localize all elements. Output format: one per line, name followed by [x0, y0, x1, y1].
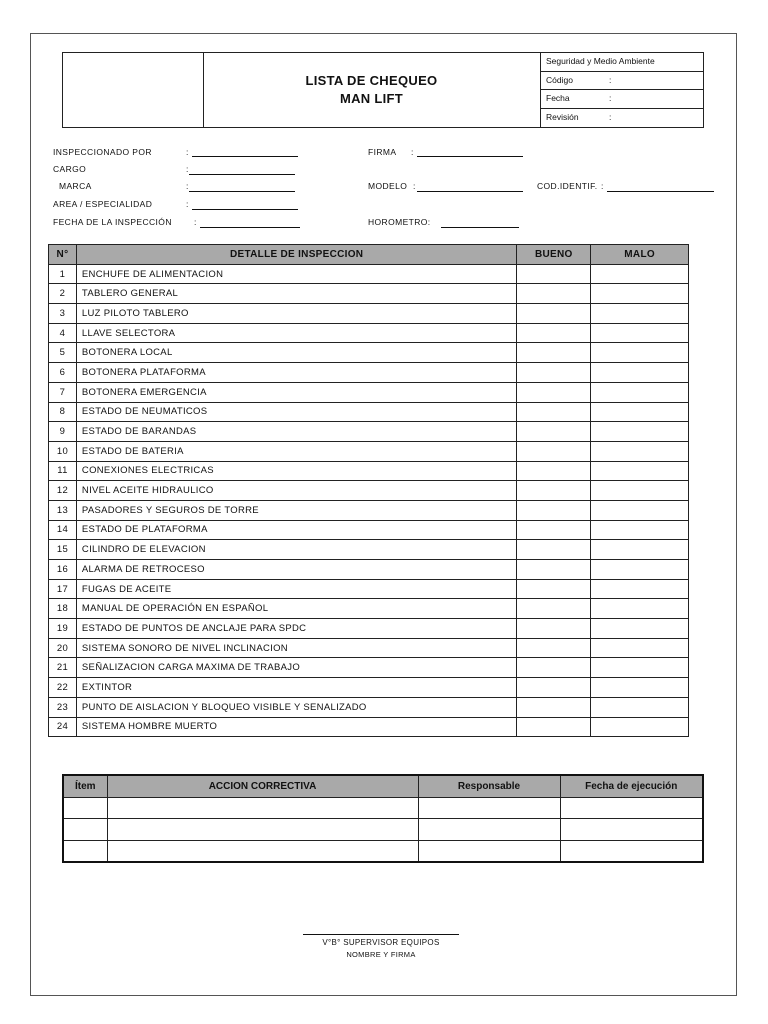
item-number: 19	[49, 619, 77, 639]
item-number: 16	[49, 560, 77, 580]
item-number: 12	[49, 481, 77, 501]
colon: :	[601, 181, 604, 191]
corrective-row	[63, 797, 703, 819]
checklist-row	[49, 599, 689, 619]
meta-row: Seguridad y Medio Ambiente	[541, 53, 704, 72]
signature-subtitle: NOMBRE Y FIRMA	[346, 950, 416, 959]
item-number: 8	[49, 402, 77, 422]
action-cell[interactable]	[107, 840, 418, 862]
checklist-row	[49, 717, 689, 737]
date-cell[interactable]	[560, 797, 703, 819]
bad-checkbox-cell[interactable]	[591, 579, 689, 599]
bad-checkbox-cell[interactable]	[591, 619, 689, 639]
item-description: CILINDRO DE ELEVACION	[76, 540, 516, 560]
item-header: Ítem	[63, 775, 107, 797]
detail-header: DETALLE DE INSPECCION	[76, 245, 516, 265]
item-number: 14	[49, 520, 77, 540]
corrective-action-table	[62, 774, 704, 863]
horometro-label: HOROMETRO:	[368, 217, 431, 227]
item-description: SISTEMA HOMBRE MUERTO	[76, 717, 516, 737]
date-cell[interactable]	[560, 819, 703, 841]
good-checkbox-cell[interactable]	[517, 363, 591, 383]
bad-checkbox-cell[interactable]	[591, 678, 689, 698]
checklist-row	[49, 304, 689, 324]
num-header: N°	[49, 245, 77, 265]
fecha-inspeccion-field[interactable]	[200, 227, 300, 228]
good-checkbox-cell[interactable]	[517, 284, 591, 304]
inspeccionado-por-label: INSPECCIONADO POR	[53, 147, 152, 157]
corrective-row	[63, 819, 703, 841]
bad-checkbox-cell[interactable]	[591, 658, 689, 678]
checklist-row	[49, 343, 689, 363]
date-cell[interactable]	[560, 840, 703, 862]
action-cell[interactable]	[107, 797, 418, 819]
item-number: 13	[49, 500, 77, 520]
item-number: 6	[49, 363, 77, 383]
item-description: PUNTO DE AISLACION Y BLOQUEO VISIBLE Y SENALIZADO	[76, 697, 516, 717]
item-description: FUGAS DE ACEITE	[76, 579, 516, 599]
item-number: 7	[49, 382, 77, 402]
marca-field[interactable]	[189, 191, 295, 192]
action-cell[interactable]	[107, 819, 418, 841]
responsible-cell[interactable]	[418, 819, 560, 841]
checklist-row	[49, 363, 689, 383]
checklist-row	[49, 481, 689, 501]
item-description: BOTONERA PLATAFORMA	[76, 363, 516, 383]
horometro-field[interactable]	[441, 227, 519, 228]
item-number: 10	[49, 441, 77, 461]
good-checkbox-cell[interactable]	[517, 579, 591, 599]
responsible-cell[interactable]	[418, 797, 560, 819]
document-subtitle: MAN LIFT	[339, 91, 404, 106]
area-label: AREA / ESPECIALIDAD	[53, 199, 153, 209]
item-number: 1	[49, 264, 77, 284]
item-description: ESTADO DE BATERIA	[76, 441, 516, 461]
good-checkbox-cell[interactable]	[517, 500, 591, 520]
item-description: ESTADO DE PUNTOS DE ANCLAJE PARA SPDC	[76, 619, 516, 639]
colon: :	[186, 199, 189, 209]
good-checkbox-cell[interactable]	[517, 323, 591, 343]
inspeccionado-por-field[interactable]	[192, 156, 298, 157]
good-checkbox-cell[interactable]	[517, 717, 591, 737]
item-number: 3	[49, 304, 77, 324]
item-description: EXTINTOR	[76, 678, 516, 698]
colon: :	[194, 217, 197, 227]
good-checkbox-cell[interactable]	[517, 382, 591, 402]
signature-title: V°B° SUPERVISOR EQUIPOS	[322, 938, 440, 947]
responsible-header: Responsable	[418, 775, 560, 797]
item-description: BOTONERA LOCAL	[76, 343, 516, 363]
colon: :	[186, 164, 189, 174]
good-checkbox-cell[interactable]	[517, 264, 591, 284]
item-number: 21	[49, 658, 77, 678]
checklist-row	[49, 560, 689, 580]
good-checkbox-cell[interactable]	[517, 402, 591, 422]
checklist-row	[49, 500, 689, 520]
item-description: ESTADO DE BARANDAS	[76, 422, 516, 442]
good-checkbox-cell[interactable]	[517, 461, 591, 481]
colon: :	[413, 181, 416, 191]
marca-label: MARCA	[59, 181, 92, 191]
responsible-cell[interactable]	[418, 840, 560, 862]
cod-identif-label: COD.IDENTIF.	[537, 181, 598, 191]
item-description: LUZ PILOTO TABLERO	[76, 304, 516, 324]
firma-label: FIRMA	[368, 147, 397, 157]
bad-checkbox-cell[interactable]	[591, 264, 689, 284]
checklist-row	[49, 284, 689, 304]
bad-checkbox-cell[interactable]	[591, 363, 689, 383]
item-description: CONEXIONES ELECTRICAS	[76, 461, 516, 481]
item-description: LLAVE SELECTORA	[76, 323, 516, 343]
bad-checkbox-cell[interactable]	[591, 422, 689, 442]
checklist-row	[49, 520, 689, 540]
checklist-row	[49, 658, 689, 678]
checklist-row	[49, 264, 689, 284]
bad-checkbox-cell[interactable]	[591, 599, 689, 619]
corrective-row	[63, 840, 703, 862]
checklist-row	[49, 540, 689, 560]
document-header	[62, 52, 704, 128]
bad-checkbox-cell[interactable]	[591, 697, 689, 717]
modelo-field[interactable]	[417, 191, 523, 192]
good-checkbox-cell[interactable]	[517, 638, 591, 658]
bad-checkbox-cell[interactable]	[591, 500, 689, 520]
item-cell[interactable]	[63, 819, 107, 841]
firma-field[interactable]	[417, 156, 523, 157]
good-checkbox-cell[interactable]	[517, 678, 591, 698]
item-number: 4	[49, 323, 77, 343]
bad-checkbox-cell[interactable]	[591, 304, 689, 324]
item-description: ESTADO DE PLATAFORMA	[76, 520, 516, 540]
checklist-row	[49, 382, 689, 402]
bad-checkbox-cell[interactable]	[591, 461, 689, 481]
good-checkbox-cell[interactable]	[517, 343, 591, 363]
item-number: 11	[49, 461, 77, 481]
checklist-row	[49, 441, 689, 461]
cod-identif-field[interactable]	[607, 191, 714, 192]
good-checkbox-cell[interactable]	[517, 697, 591, 717]
checklist-table	[48, 244, 689, 737]
fecha-inspeccion-label: FECHA DE LA INSPECCIÓN	[53, 217, 172, 227]
item-number: 20	[49, 638, 77, 658]
checklist-row	[49, 461, 689, 481]
item-number: 24	[49, 717, 77, 737]
checklist-row	[49, 422, 689, 442]
good-checkbox-cell[interactable]	[517, 540, 591, 560]
date-header: Fecha de ejecución	[560, 775, 703, 797]
area-field[interactable]	[192, 209, 298, 210]
checklist-row	[49, 323, 689, 343]
meta-row: Revisión :	[546, 111, 612, 122]
good-checkbox-cell[interactable]	[517, 481, 591, 501]
bad-checkbox-cell[interactable]	[591, 560, 689, 580]
checklist-row	[49, 638, 689, 658]
bad-checkbox-cell[interactable]	[591, 323, 689, 343]
item-number: 5	[49, 343, 77, 363]
item-number: 18	[49, 599, 77, 619]
good-checkbox-cell[interactable]	[517, 599, 591, 619]
item-description: TABLERO GENERAL	[76, 284, 516, 304]
item-description: BOTONERA EMERGENCIA	[76, 382, 516, 402]
signature-line[interactable]	[303, 934, 459, 935]
logo-cell	[63, 53, 204, 127]
colon: :	[186, 147, 189, 157]
item-description: PASADORES Y SEGUROS DE TORRE	[76, 500, 516, 520]
good-checkbox-cell[interactable]	[517, 560, 591, 580]
item-number: 2	[49, 284, 77, 304]
item-cell[interactable]	[63, 840, 107, 862]
item-number: 23	[49, 697, 77, 717]
checklist-row	[49, 697, 689, 717]
item-description: SISTEMA SONORO DE NIVEL INCLINACION	[76, 638, 516, 658]
bad-checkbox-cell[interactable]	[591, 284, 689, 304]
bad-checkbox-cell[interactable]	[591, 382, 689, 402]
bad-checkbox-cell[interactable]	[591, 481, 689, 501]
good-checkbox-cell[interactable]	[517, 520, 591, 540]
checklist-row	[49, 402, 689, 422]
bad-checkbox-cell[interactable]	[591, 638, 689, 658]
cargo-field[interactable]	[189, 174, 295, 175]
item-description: ESTADO DE NEUMATICOS	[76, 402, 516, 422]
colon: :	[411, 147, 414, 157]
bad-checkbox-cell[interactable]	[591, 540, 689, 560]
bad-header: MALO	[591, 245, 689, 265]
checklist-row	[49, 579, 689, 599]
bad-checkbox-cell[interactable]	[591, 402, 689, 422]
bad-checkbox-cell[interactable]	[591, 717, 689, 737]
checklist-header	[49, 245, 689, 265]
good-checkbox-cell[interactable]	[517, 422, 591, 442]
item-cell[interactable]	[63, 797, 107, 819]
item-number: 15	[49, 540, 77, 560]
item-number: 22	[49, 678, 77, 698]
meta-row: Fecha :	[541, 90, 704, 109]
bad-checkbox-cell[interactable]	[591, 343, 689, 363]
good-checkbox-cell[interactable]	[517, 304, 591, 324]
good-checkbox-cell[interactable]	[517, 441, 591, 461]
title-cell	[203, 53, 541, 127]
modelo-label: MODELO	[368, 181, 408, 191]
checklist-row	[49, 678, 689, 698]
cargo-label: CARGO	[53, 164, 87, 174]
checklist-row	[49, 619, 689, 639]
good-checkbox-cell[interactable]	[517, 619, 591, 639]
good-checkbox-cell[interactable]	[517, 658, 591, 678]
good-header: BUENO	[517, 245, 591, 265]
item-description: NIVEL ACEITE HIDRAULICO	[76, 481, 516, 501]
bad-checkbox-cell[interactable]	[591, 520, 689, 540]
colon: :	[186, 181, 189, 191]
item-number: 9	[49, 422, 77, 442]
item-description: MANUAL DE OPERACIÓN EN ESPAÑOL	[76, 599, 516, 619]
corrective-header	[63, 775, 703, 797]
document-title: LISTA DE CHEQUEO	[305, 73, 438, 88]
document-meta	[541, 53, 704, 127]
bad-checkbox-cell[interactable]	[591, 441, 689, 461]
item-description: SEÑALIZACION CARGA MAXIMA DE TRABAJO	[76, 658, 516, 678]
item-number: 17	[49, 579, 77, 599]
item-description: ENCHUFE DE ALIMENTACION	[76, 264, 516, 284]
item-description: ALARMA DE RETROCESO	[76, 560, 516, 580]
action-header: ACCION CORRECTIVA	[107, 775, 418, 797]
meta-row: Código :	[541, 72, 704, 91]
